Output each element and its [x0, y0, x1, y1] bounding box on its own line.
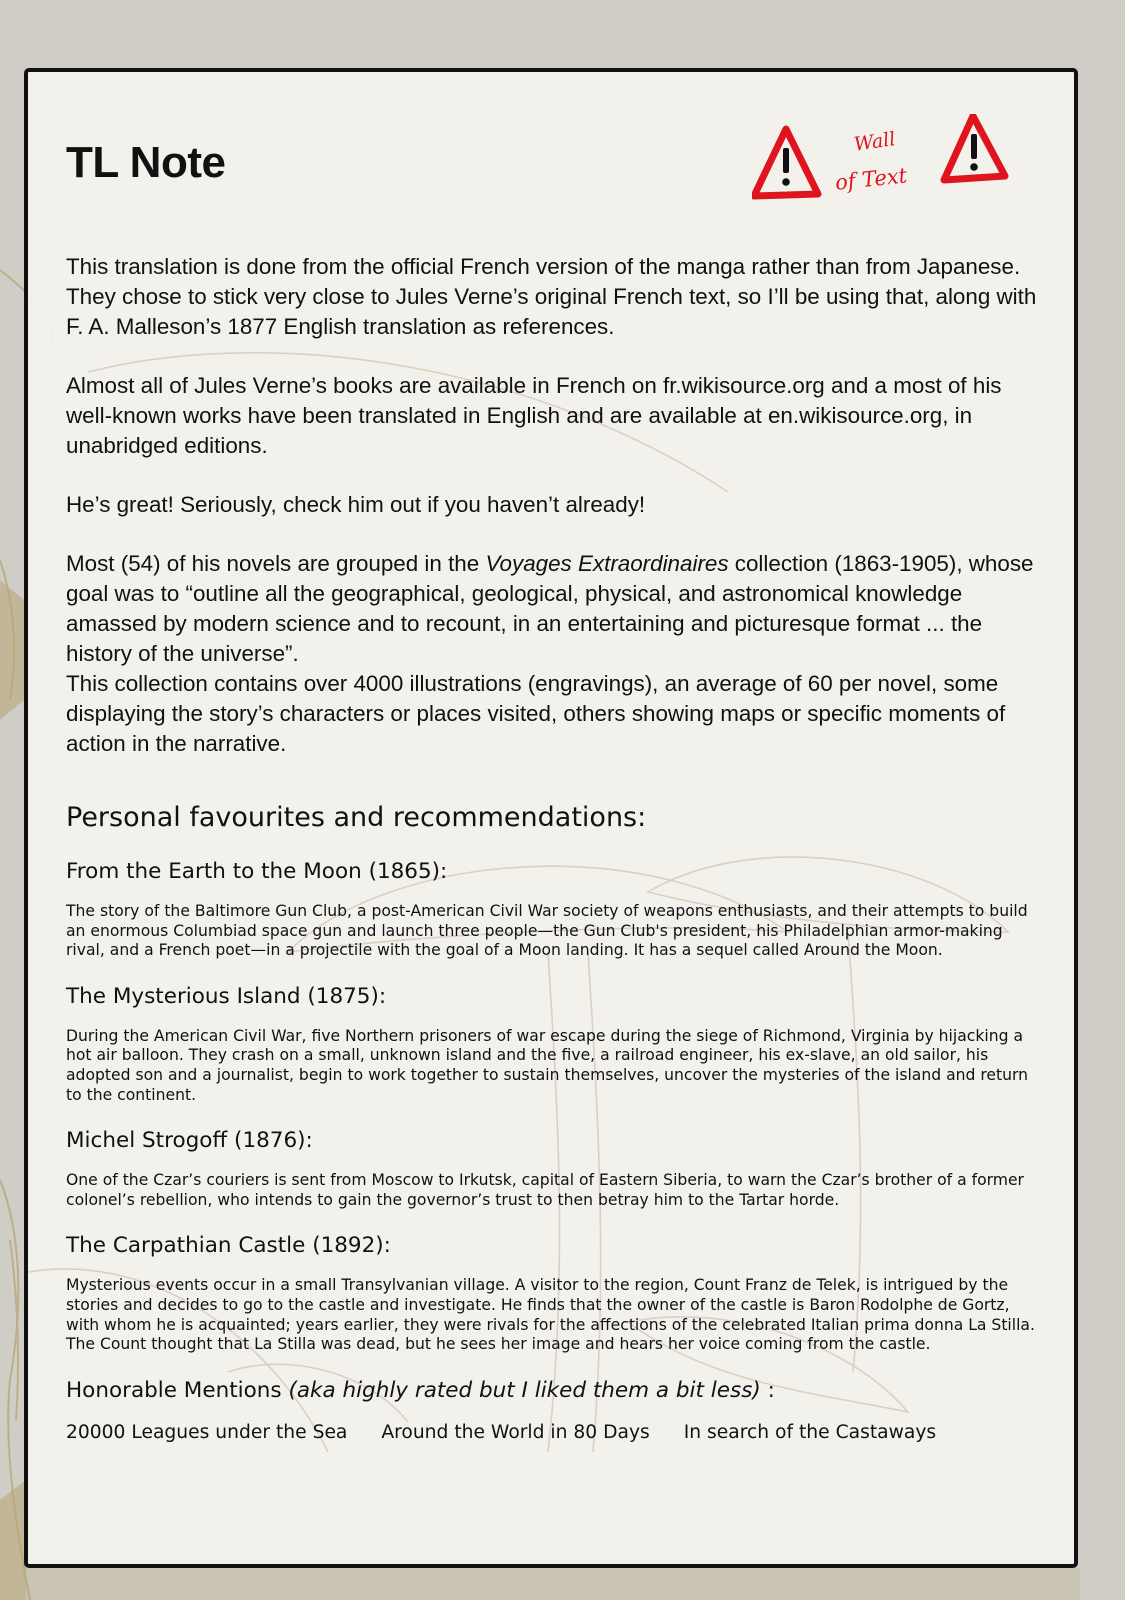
book-title: From the Earth to the Moon (1865):: [66, 859, 448, 884]
intro-paragraph-availability: Almost all of Jules Verne’s books are available in French on fr.wikisource.org and a most of his well-known works have been translated in English and are available at en.wikisource.org, in unabridged editions.: [66, 373, 1002, 458]
warning-triangle-icon: [754, 129, 818, 196]
intro-paragraph-voyages: [66, 549, 1041, 669]
book-description: During the American Civil War, five Northern prisoners of war escape during the siege of Richmond, Virginia by hijacking a hot air balloon. They crash on a small, unknown island and the five, a railroad engineer, his ex-slave, an old sailor, his adopted son and a journalist, begin to work together to sustain themselves, uncover the mysteries of the island and return to the continent.: [66, 1026, 1029, 1104]
intro-paragraph-illustrations: This collection contains over 4000 illustrations (engravings), an average of 60 per novel, some displaying the story’s characters or places visited, others showing maps or specific moments of action in the narrative.: [66, 671, 1006, 756]
honorable-mentions-heading: [66, 1377, 1041, 1405]
book-description: Mysterious events occur in a small Transylvanian village. A visitor to the region, Count Franz de Telek, is intrigued by the stories and decides to go to the castle and investigate. He finds that the owner of the castle is Baron Rodolphe de Gortz, with whom he is acquainted; years earlier, they were rivals for the affections of the celebrated Italian prima donna La Stilla. The Count thought that La Stilla was dead, but he sees her image and hears her voice coming from the castle.: [66, 1276, 1035, 1354]
intro-paragraph-translation: This translation is done from the official French version of the manga rather than from Japanese. They chose to stick very close to Jules Verne’s original French text, so I’ll be using that, along with F. A. Malleson’s 1877 English translation as references.: [66, 254, 1037, 339]
warning-triangle-icon: [944, 116, 1005, 180]
page-title: TL Note: [66, 138, 226, 187]
note-card: [24, 68, 1078, 1568]
honorable-mentions-suffix: :: [760, 1377, 775, 1403]
voyages-collection-name: Voyages Extraordinaires: [485, 551, 729, 576]
wall-of-text-warning-badge: [752, 114, 1012, 214]
recommendations-section: [66, 802, 1041, 1445]
book-description: The story of the Baltimore Gun Club, a post-American Civil War society of weapons enthusiasts, and their attempts to build an enormous Columbiad space gun and launch three people—the Gun Club's president, his Philadelphian armor-making rival, and a French poet—in a projectile with the goal of a Moon landing. It has a sequel called Around the Moon.: [66, 902, 1028, 960]
book-title: Michel Strogoff (1876):: [66, 1128, 313, 1154]
book-title: The Mysterious Island (1875):: [66, 983, 387, 1009]
voyages-text-before: Most (54) of his novels are grouped in the: [66, 551, 486, 576]
book-title: The Carpathian Castle (1892):: [66, 1233, 391, 1259]
honorable-mention-item: Around the World in 80 Days: [381, 1421, 650, 1443]
honorable-mentions-list: [66, 1421, 1041, 1445]
intro-section: [66, 252, 1041, 759]
badge-line-1: Wall: [852, 128, 897, 156]
badge-line-2: of Text: [833, 163, 909, 195]
honorable-mention-item: 20000 Leagues under the Sea: [66, 1421, 348, 1443]
recommendations-heading: Personal favourites and recommendations:: [66, 802, 647, 833]
honorable-mentions-aside: (aka highly rated but I liked them a bit less): [288, 1377, 761, 1403]
honorable-mentions-label: Honorable Mentions: [66, 1377, 289, 1403]
intro-paragraph-recommendation: He’s great! Seriously, check him out if you haven’t already!: [66, 492, 646, 517]
book-description: One of the Czar’s couriers is sent from Moscow to Irkutsk, capital of Eastern Siberia, to warn the Czar’s brother of a former colonel’s rebellion, who intends to gain the governor’s trust to then betray him to the Tartar horde.: [66, 1171, 1024, 1209]
voyages-text-after: collection (1863-1905), whose goal was to “outline all the geographical, geological, physical, and astronomical knowledge amassed by modern science and to recount, in an entertaining and picturesque format ... the history of the universe”.: [66, 551, 1034, 666]
honorable-mention-item: In search of the Castaways: [683, 1421, 937, 1443]
